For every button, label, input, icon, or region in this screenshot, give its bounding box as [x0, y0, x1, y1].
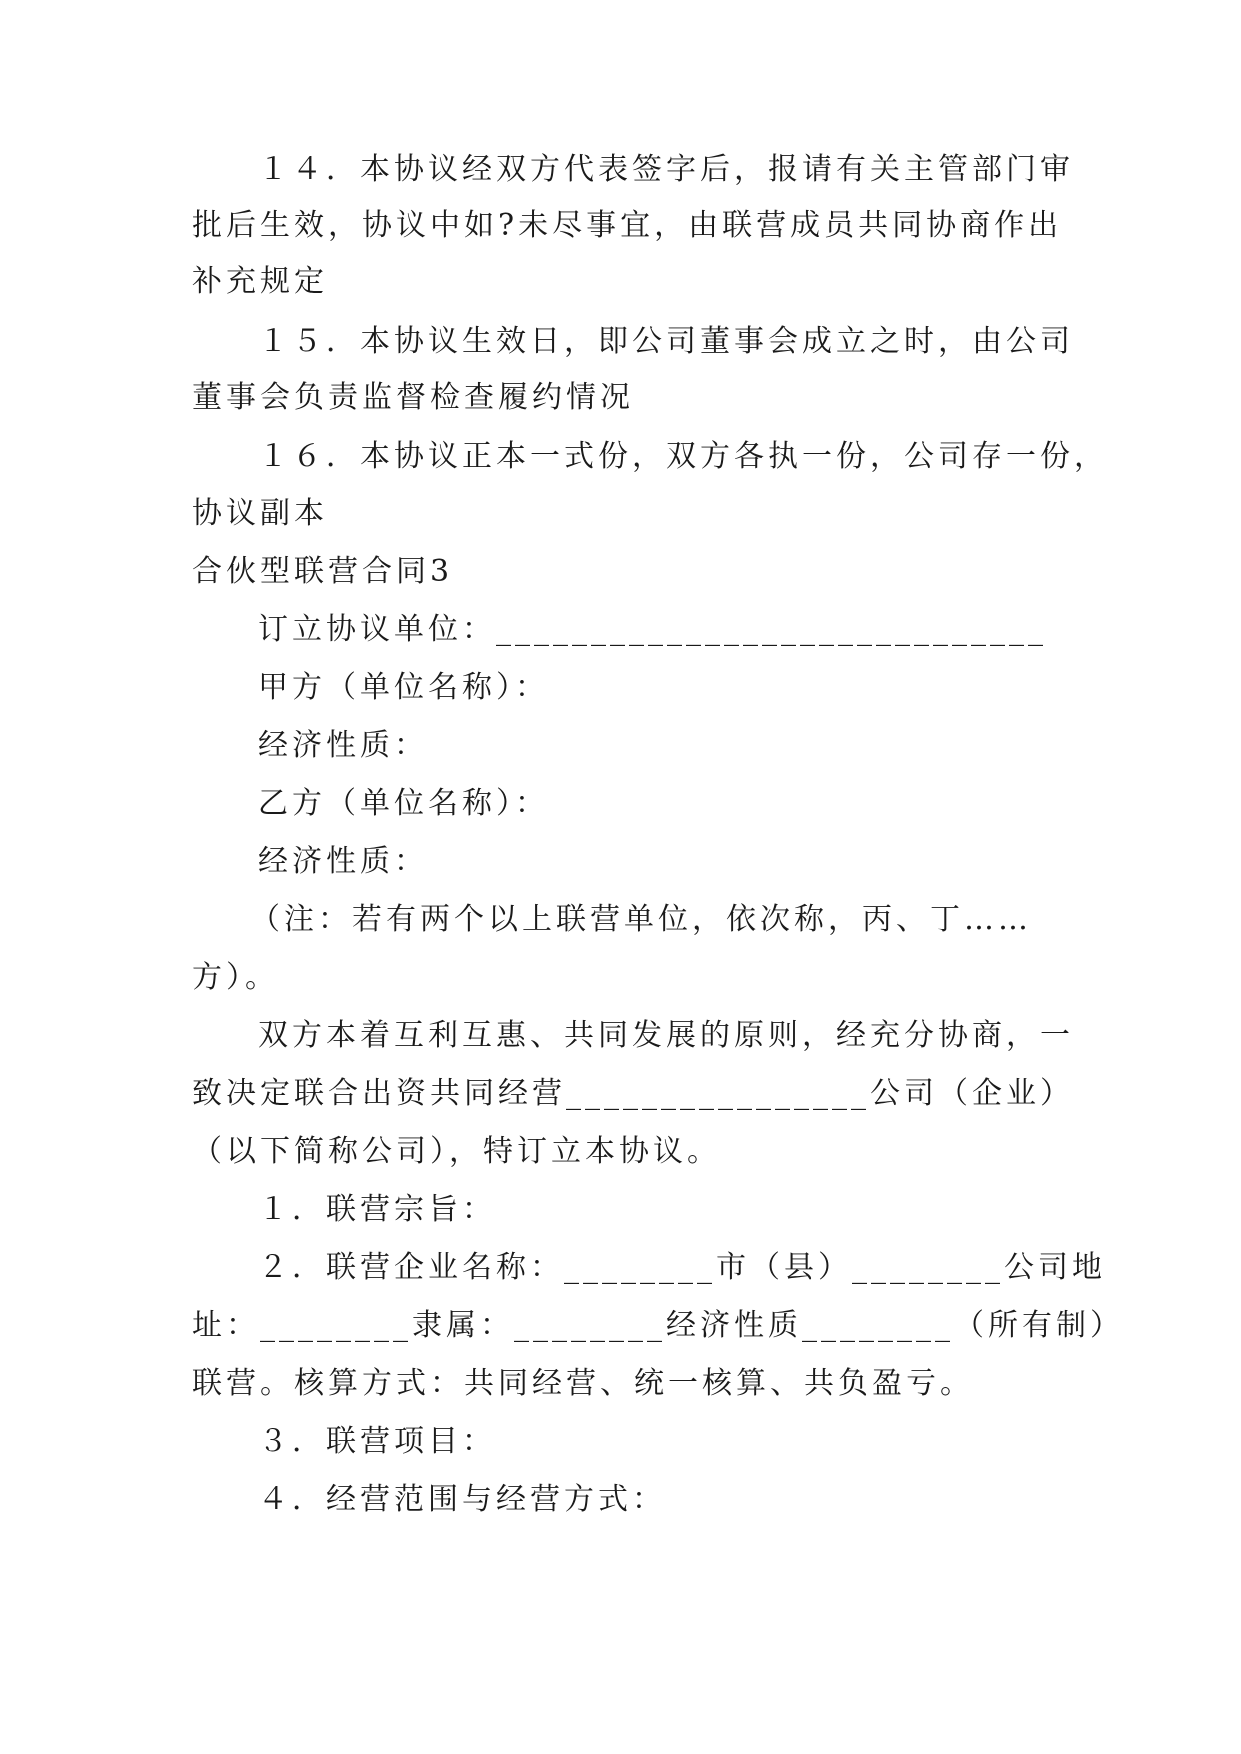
party-b-nature-line: 经济性质：: [258, 844, 428, 879]
clause-2-line-2: 址：________隶属：________经济性质________（所有制）: [192, 1308, 1124, 1343]
clause-3-line: ３．联营项目：: [258, 1424, 496, 1459]
clause-16-line-1: １６．本协议正本一式份，双方各执一份，公司存一份，: [258, 439, 1108, 474]
clause-14-line-3: 补充规定: [192, 264, 328, 299]
preamble-line-3: （以下简称公司），特订立本协议。: [192, 1134, 721, 1169]
party-a-name-line: 甲方（单位名称）：: [258, 670, 549, 705]
clause-15-line-2: 董事会负责监督检查履约情况: [192, 380, 634, 415]
clause-15-line-1: １５．本协议生效日，即公司董事会成立之时，由公司: [258, 324, 1074, 359]
preamble-line-2: 致决定联合出资共同经营________________公司（企业）: [192, 1076, 1074, 1111]
note-line-1: （注：若有两个以上联营单位，依次称，丙、丁……: [250, 902, 1032, 937]
preamble-line-1: 双方本着互利互惠、共同发展的原则，经充分协商，一: [258, 1018, 1074, 1053]
note-line-2: 方）。: [192, 960, 279, 995]
contract-title: 合伙型联营合同3: [192, 554, 454, 589]
clause-2-line-3: 联营。核算方式：共同经营、统一核算、共负盈亏。: [192, 1366, 974, 1401]
clause-16-line-2: 协议副本: [192, 496, 328, 531]
signing-units-line: 订立协议单位：_____________________________: [258, 612, 1047, 647]
clause-2-line-1: ２．联营企业名称：________市（县）________公司地: [258, 1250, 1106, 1285]
party-b-name-line: 乙方（单位名称）：: [258, 786, 549, 821]
clause-14-line-1: １４．本协议经双方代表签字后，报请有关主管部门审: [258, 152, 1074, 187]
clause-4-line: ４．经营范围与经营方式：: [258, 1482, 666, 1517]
clause-1-line: １．联营宗旨：: [258, 1192, 496, 1227]
party-a-nature-line: 经济性质：: [258, 728, 428, 763]
clause-14-line-2: 批后生效，协议中如?未尽事宜，由联营成员共同协商作出: [192, 208, 1063, 243]
